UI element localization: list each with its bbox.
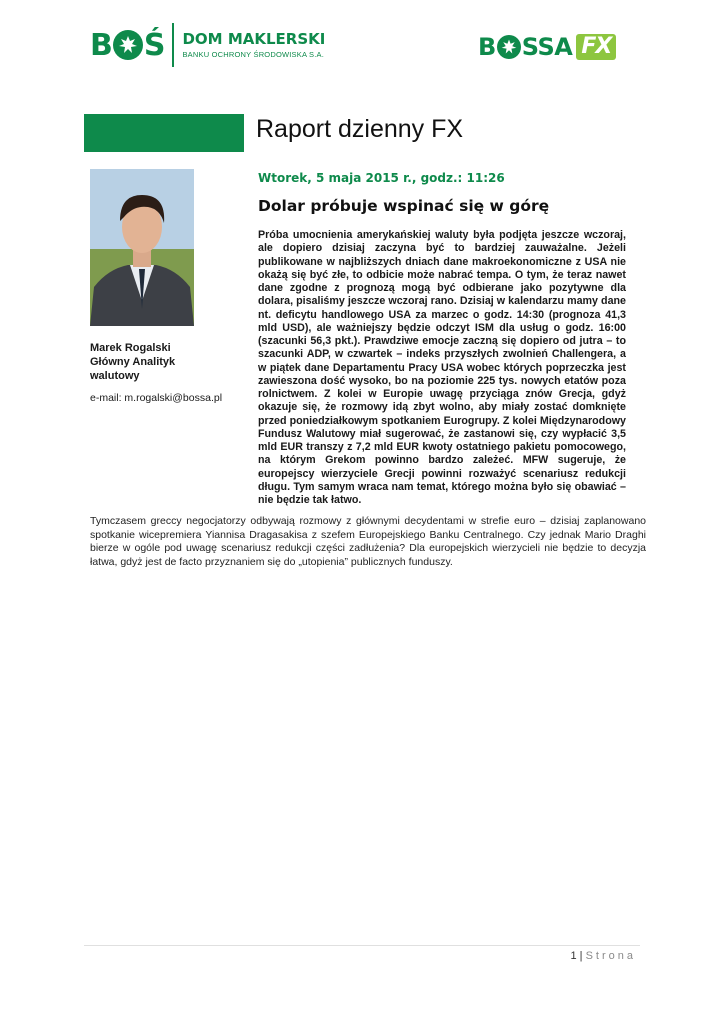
page-footer xyxy=(540,950,636,962)
author-photo xyxy=(90,169,194,326)
logo-divider xyxy=(172,23,174,67)
leaf-icon xyxy=(497,35,521,59)
author-name: Marek Rogalski xyxy=(90,342,171,354)
page-label: Strona xyxy=(585,950,636,962)
body-paragraph: Tymczasem greccy negocjatorzy odbywają rozmowy z głównymi decydentami w strefie euro – dzisiaj zaplanowano spotkanie wicepremiera Yiannisa Dragasakisa z szefem Europejskiego Banku Centralnego. Czy jednak Mario Draghi bierze w ogóle pod uwagę scenariusz redukcji części zadłużenia? Dla europejskich wierzycieli nie będzie to decyzja łatwa, gdyż jest de facto przyznaniem się do „utopienia” publicznych funduszy. xyxy=(90,515,646,568)
bossa-letter-b: B xyxy=(478,33,496,61)
dm-subtitle: BANKU OCHRONY ŚRODOWISKA S.A. xyxy=(182,50,325,59)
bos-logo-mark xyxy=(90,28,164,63)
footer-divider xyxy=(84,945,640,946)
dm-logo-text xyxy=(182,31,325,59)
report-date: Wtorek, 5 maja 2015 r., godz.: 11:26 xyxy=(258,171,505,185)
bos-logo xyxy=(90,22,325,68)
page-number: 1 xyxy=(570,950,577,962)
author-role: Główny Analityk walutowy xyxy=(90,356,176,382)
bossa-letters-ssa: SSA xyxy=(521,33,573,61)
author-email[interactable]: e-mail: m.rogalski@bossa.pl xyxy=(90,392,223,404)
report-title: Raport dzienny FX xyxy=(256,115,464,143)
bos-logo-letter-s: Ś xyxy=(143,27,165,63)
bos-logo-letter-b: B xyxy=(90,27,112,63)
title-accent-band xyxy=(84,114,244,152)
fx-badge: FX xyxy=(576,34,616,60)
report-headline: Dolar próbuje wspinać się w górę xyxy=(258,197,550,215)
footer-separator: | xyxy=(579,950,583,962)
dm-title: DOM MAKLERSKI xyxy=(182,30,326,48)
lead-paragraph: Próba umocnienia amerykańskiej waluty była podjęta jeszcze wczoraj, ale dopiero dzisiaj zaczyna być to bardziej zauważalne. Jeżeli publikowane w najbliższych dniach dane makroekonomiczne z USA nie okażą się być złe, to odbicie może nabrać tempa. O tym, że teraz nawet dane zgodne z prognozą mogą być odbierane jako pozytywne dla dolara, pisaliśmy jeszcze wczoraj rano. Dzisiaj w kalendarzu mamy dane nt. deficytu handlowego USA za marzec o godz. 14:30 (prognoza 41,3 mld USD), ale ważniejszy będzie odczyt ISM dla usług o godz. 16:00 (szacunki 56,3 pkt.). Prawdziwe emocje zaczną się dopiero od jutra – to szacunki ADP, w czwartek – indeks przyszłych zwolnień Challengera, a w piątek dane Departamentu Pracy USA wobec których poprzeczka jest zawieszona dość wysoko, bo na poziomie 225 tys. nowych etatów poza rolnictwem. Z kolei w Europie uwagę przyciąga znów Grecja, gdyż okazuje się, że rozmowy idą zbyt wolno, aby miały zostać domknięte przed poniedziałkowym spotkaniem Eurogrupy. Z kolei Międzynarodowy Fundusz Walutowy miał sugerować, że zastanowi się, czy wypłacić 3,5 mld EUR transzy z 7,2 mld EUR kwoty ostatniego pakietu pomocowego, na którym Grekom powinno bardzo zależeć. MFW sugeruje, że europejscy wierzyciele Grecji powinni rozważyć scenariusz redukcji długu. Tym samym wraca nam temat, którego można było się obawiać – nie będzie tak łatwo. xyxy=(258,229,626,506)
bossa-fx-logo xyxy=(478,30,616,64)
bossa-logo-mark xyxy=(478,33,572,61)
leaf-icon xyxy=(113,30,143,60)
